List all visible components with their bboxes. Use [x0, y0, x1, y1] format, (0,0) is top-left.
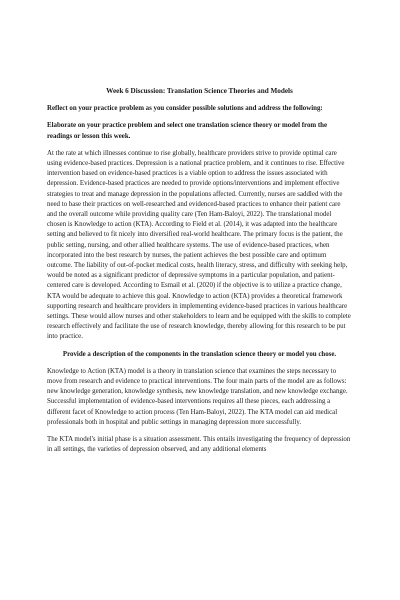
- prompt-elaborate: Elaborate on your practice problem and select one translation science theory or model from the readings or lesson this week.: [47, 122, 328, 140]
- document-title: Week 6 Discussion: Translation Science Theories and Models: [106, 87, 293, 95]
- paragraph-kta-phase: The KTA model's initial phase is a situation assessment. This entails investigating the frequency of depression in all settings, the varieties of depression observed, and any additional elements: [47, 436, 351, 454]
- heading-components: Provide a description of the components in the translation science theory or model you chose.: [62, 350, 337, 358]
- paragraph-practice-problem: At the rate at which illnesses continue to rise globally, healthcare providers strive to provide optimal care using evidence-based practices. Depression is a national practice problem, and it continues to rise. Effective intervention based on evidence-based practices is a viable option to address the issues associated with depression. Evidence-based practices are needed to provide options/interventions and implement effective strategies to treat and manage depression in the populations affected. Currently, nurses are saddled with the need to base their practices on well-researched and evidenced-based practices to enhance their patient care and the overall outcome while providing quality care (Ten Ham-Baloyi, 2022). The translational model chosen is Knowledge to action (KTA). According to Field et al. (2014), it was adapted into the healthcare setting and believed to fit nicely into diversified real-world healthcare. The primary focus is the patient, the public setting, nursing, and other allied healthcare systems. The use of evidence-based practices, when incorporated into the best research by nurses, the patient achieves the best possible care and optimum outcome. The liability of out-of-pocket medical costs, health literacy, stress, and difficulty with seeking help, would be noted as a significant predictor of depressive symptoms in a particular population, and patient-centered care is developed. According to Esmail et al. (2020) if the objective is to utilize a practice change, KTA would be adequate to achieve this goal. Knowledge to action (KTA) provides a theoretical framework supporting research and healthcare providers in implementing evidence-based practices in various healthcare settings. These would allow nurses and other stakeholders to learn and be equipped with the skills to complete research effectively and facilitate the use of research knowledge, thereby allowing for this research to be put into practice.: [47, 149, 351, 341]
- prompt-reflect: Reflect on your practice problem as you consider possible solutions and address the following:: [47, 105, 323, 113]
- paragraph-kta-components: Knowledge to Action (KTA) model is a theory in translation science that examines the steps necessary to move from research and evidence to practical interventions. The four main parts of the model are as follows: new knowledge generation, knowledge synthesis, new knowledge translation, and new knowledge exchange. Successful implementation of evidence-based interventions requires all these pieces, each addressing a different facet of Knowledge to action process (Ten Ham-Baloyi, 2022). The KTA model can aid medical professionals both in hospital and public settings in managing depression more successfully.: [47, 367, 348, 426]
